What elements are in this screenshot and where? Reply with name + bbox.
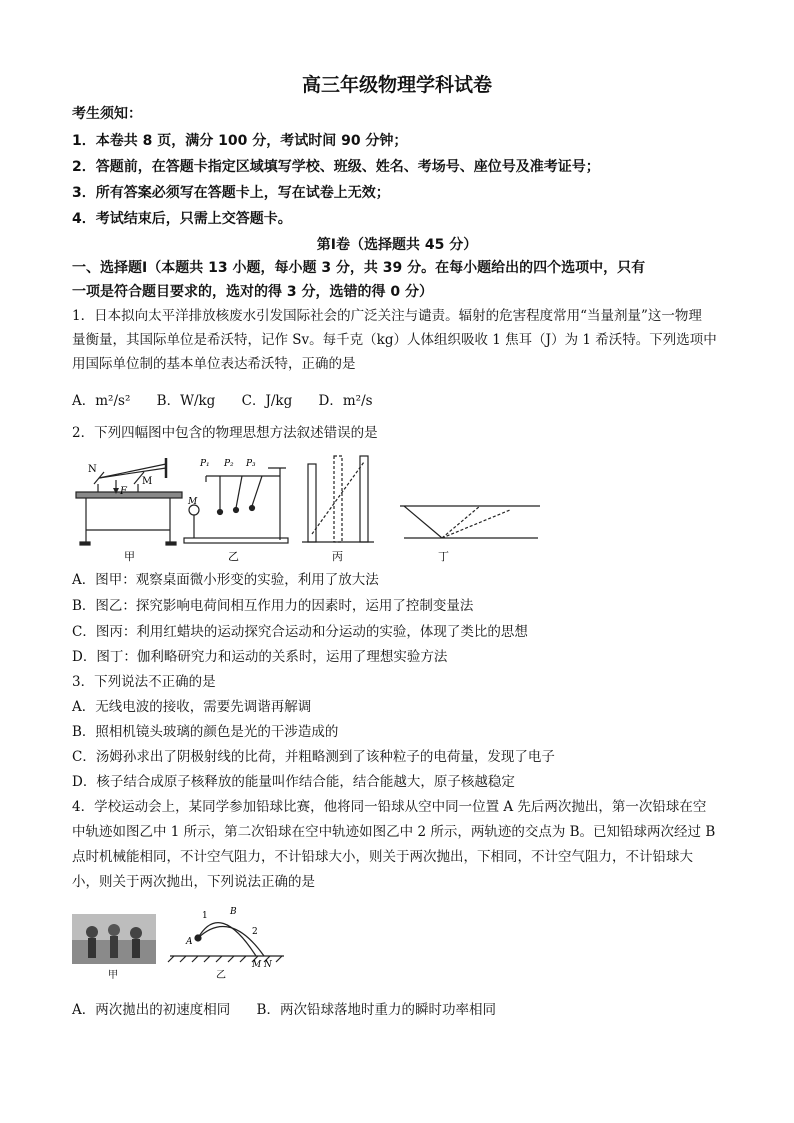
question-1-stem: 1．日本拟向太平洋排放核废水引发国际社会的广泛关注与谴责。辐射的危害程度常用“当量剂量”这一物理 <box>72 308 702 324</box>
notice-item: 2．答题前，在答题卡指定区域填写学校、班级、姓名、考场号、座位号及准考证号； <box>72 159 600 175</box>
question-4-stem: 点时机械能相同，不计空气阻力，不计铅球大小，则关于两次抛出，下相同，不计空气阻力，不计铅球大 <box>72 849 693 865</box>
notice-item: 4．考试结束后，只需上交答题卡。 <box>72 211 292 227</box>
question-2-option-d: D．图丁：伽利略研究力和运动的关系时，运用了理想实验方法 <box>72 649 448 665</box>
label-1: 1 <box>202 911 208 921</box>
label-n: N <box>264 960 272 970</box>
question-2-option-c: C．图丙：利用红蜡块的运动探究合运动和分运动的实验，体现了类比的思想 <box>72 624 528 640</box>
notice-item: 3．所有答案必须写在答题卡上，写在试卷上无效； <box>72 185 390 201</box>
label-p1: P₁ <box>200 459 210 469</box>
label-yi: 乙 <box>216 970 226 980</box>
question-2-option-b: B．图乙：探究影响电荷间相互作用力的因素时，运用了控制变量法 <box>72 598 474 614</box>
question-3-option-c: C．汤姆孙求出了阴极射线的比荷，并粗略测到了该种粒子的电荷量，发现了电子 <box>72 749 555 765</box>
section-intro: 一项是符合题目要求的，选对的得 3 分，选错的得 0 分） <box>72 284 433 300</box>
question-1-stem: 量衡量，其国际单位是希沃特，记作 Sv。每千克（kg）人体组织吸收 1 焦耳（J）为 1 希沃特。下列选项中 <box>72 332 717 348</box>
figure-photo <box>72 914 156 964</box>
label-jia: 甲 <box>108 970 118 980</box>
label-m: M <box>252 960 262 970</box>
section-title: 第Ⅰ卷（选择题共 45 分） <box>316 237 478 253</box>
question-3-option-d: D．核子结合成原子核释放的能量叫作结合能，结合能越大，原子核越稳定 <box>72 774 515 790</box>
label-f: F <box>120 486 127 497</box>
option-d: D．m²/s <box>318 393 373 409</box>
question-1-options <box>72 391 395 411</box>
page-title: 高三年级物理学科试卷 <box>301 74 492 96</box>
question-4-options <box>72 1000 518 1020</box>
figure-ding <box>400 506 540 538</box>
label-b: B <box>230 907 237 917</box>
question-4-figures <box>70 900 290 980</box>
question-3-stem: 3．下列说法不正确的是 <box>72 674 216 690</box>
figure-yi <box>184 468 288 543</box>
label-a: A <box>186 937 193 947</box>
section-intro: 一、选择题Ⅰ（本题共 13 小题，每小题 3 分，共 39 分。在每小题给出的四个选项中，只有 <box>72 260 646 276</box>
notice-heading: 考生须知： <box>72 106 142 122</box>
label-ding: 丁 <box>438 550 449 563</box>
question-2-figures <box>70 450 540 565</box>
label-yi: 乙 <box>228 550 239 563</box>
option-a: A．两次拋出的初速度相同 <box>72 1002 231 1018</box>
label-p2: P₂ <box>224 459 234 469</box>
question-2-option-a: A．图甲：观察桌面微小形变的实验，利用了放大法 <box>72 572 379 588</box>
label-jia: 甲 <box>124 550 135 563</box>
question-4-stem: 小，则关于两次抛出，下列说法正确的是 <box>72 874 315 890</box>
question-1-stem: 用国际单位制的基本单位表达希沃特，正确的是 <box>72 356 356 372</box>
option-b: B．W/kg <box>156 393 216 409</box>
question-4-stem: 4．学校运动会上，某同学参加铅球比赛，他将同一铅球从空中同一位置 A 先后两次抛出，第一次铅球在空 <box>72 799 707 815</box>
label-n: N <box>88 464 97 475</box>
question-2-stem: 2．下列四幅图中包含的物理思想方法叙述错误的是 <box>72 425 378 441</box>
label-p3: P₃ <box>246 459 256 469</box>
question-3-option-b: B．照相机镜头玻璃的颜色是光的干涉造成的 <box>72 724 339 740</box>
question-4-stem: 中轨迹如图乙中 1 所示，第二次铅球在空中轨迹如图乙中 2 所示，两轨迹的交点为 B。已知铅球两次经过 B <box>72 824 716 840</box>
label-2: 2 <box>252 927 258 937</box>
option-c: C．J/kg <box>241 393 293 409</box>
label-m: M <box>142 476 153 487</box>
option-b: B．两次铅球落地时重力的瞬时功率相同 <box>256 1002 496 1018</box>
option-a: A．m²/s² <box>72 393 131 409</box>
label-bing: 丙 <box>332 550 343 563</box>
label-m2: M <box>188 497 198 507</box>
figure-bing <box>302 456 374 542</box>
notice-item: 1．本卷共 8 页，满分 100 分，考试时间 90 分钟； <box>72 133 408 149</box>
question-3-option-a: A．无线电波的接收，需要先调谐再解调 <box>72 699 312 715</box>
